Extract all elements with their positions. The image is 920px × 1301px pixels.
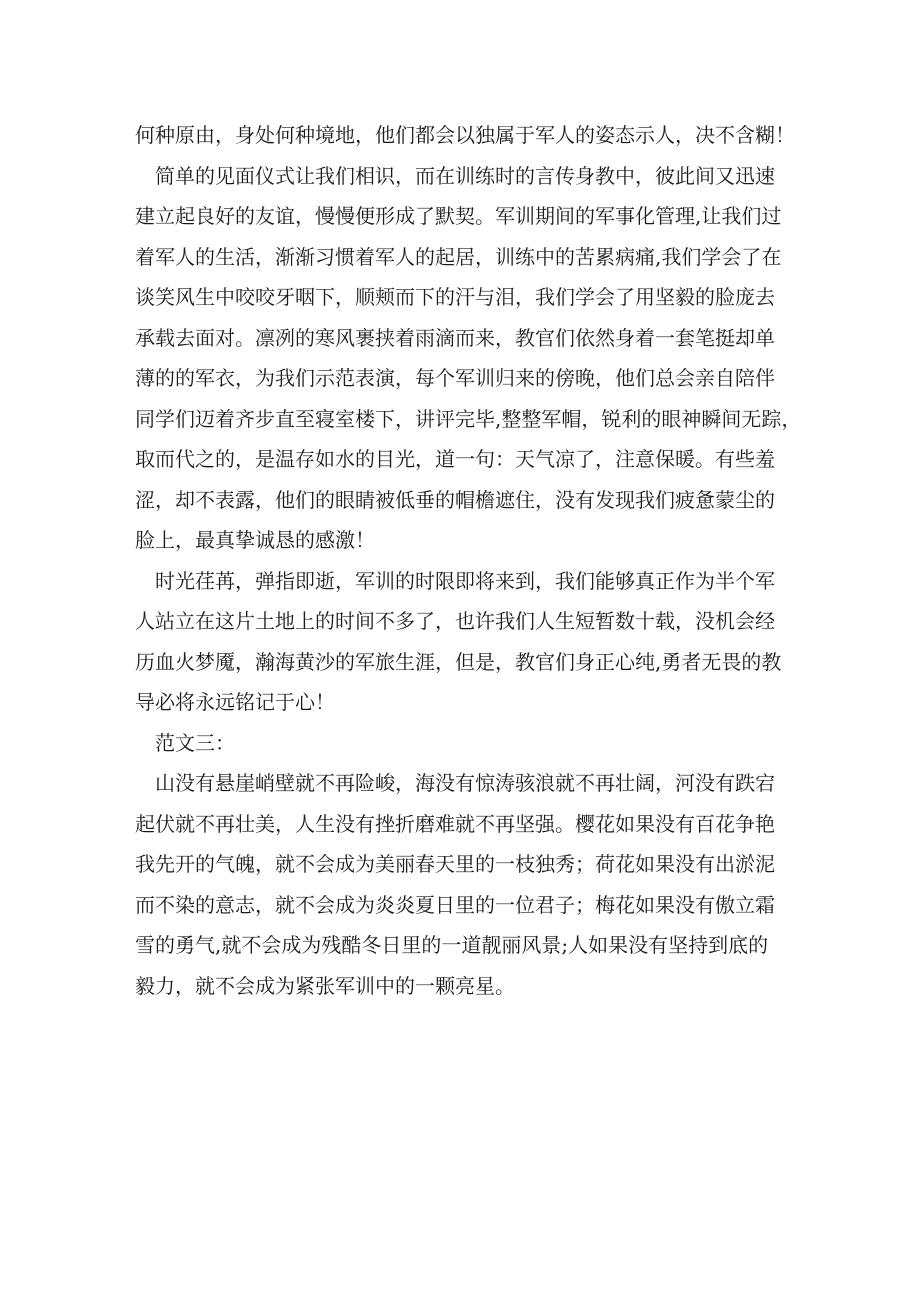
text-line: 谈笑风生中咬咬牙咽下，顺颊而下的汗与泪，我们学会了用坚毅的脸庞去 xyxy=(135,285,775,309)
text-line: 简单的见面仪式让我们相识，而在训练时的言传身教中，彼此间又迅速 xyxy=(155,163,775,188)
paragraph-2 xyxy=(135,156,802,561)
text-line: 山没有悬崖峭壁就不再险峻，海没有惊涛骇浪就不再壮阔，河没有跌宕 xyxy=(155,771,775,795)
text-line: 何种原由，身处何种境地，他们都会以独属于军人的姿态示人，决不含糊！ xyxy=(135,123,795,147)
paragraph-1 xyxy=(135,115,795,156)
text-line: 而不染的意志，就不会成为炎炎夏日里的一位君子；梅花如果没有傲立霜 xyxy=(135,892,775,917)
text-line: 承载去面对。凛冽的寒风裹挟着雨滴而来，教官们依然身着一套笔挺却单 xyxy=(135,325,775,350)
text-line: 取而代之的，是温存如水的目光，道一句：天气凉了，注意保暖。有些羞 xyxy=(135,447,775,471)
text-line: 我先开的气魄，就不会成为美丽春天里的一枝独秀；荷花如果没有出淤泥 xyxy=(135,852,775,876)
text-line: 历血火梦魇，瀚海黄沙的军旅生涯，但是，教官们身正心纯,勇者无畏的教 xyxy=(135,649,782,674)
text-line: 薄的的军衣，为我们示范表演，每个军训归来的傍晚，他们总会亲自陪伴 xyxy=(135,366,775,390)
text-line: 雪的勇气,就不会成为残酷冬日里的一道靓丽风景;人如果没有坚持到底的 xyxy=(135,933,769,957)
text-line: 导必将永远铭记于心！ xyxy=(135,690,335,714)
text-line: 起伏就不再壮美，人生没有挫折磨难就不再坚强。樱花如果没有百花争艳 xyxy=(135,811,775,836)
text-line: 人站立在这片土地上的时间不多了，也许我们人生短暂数十载，没机会经 xyxy=(135,609,775,633)
text-line: 毅力，就不会成为紧张军训中的一颗亮星。 xyxy=(135,973,515,998)
paragraph-5 xyxy=(135,763,795,1006)
paragraph-3 xyxy=(135,561,795,723)
text-line: 建立起良好的友谊，慢慢便形成了默契。军训期间的军事化管理,让我们过 xyxy=(135,204,782,228)
document-body xyxy=(135,115,802,1006)
text-line: 着军人的生活，渐渐习惯着军人的起居，训练中的苦累病痛,我们学会了在 xyxy=(135,244,782,269)
section-heading xyxy=(135,723,795,764)
text-line: 涩，却不表露，他们的眼睛被低垂的帽檐遮住，没有发现我们疲惫蒙尘的 xyxy=(135,487,775,512)
text-line: 脸上，最真挚诚恳的感激！ xyxy=(135,528,375,552)
text-line: 时光荏苒，弹指即逝，军训的时限即将来到，我们能够真正作为半个军 xyxy=(155,568,775,593)
heading-text: 范文三： xyxy=(155,730,235,755)
text-line: 同学们迈着齐步直至寝室楼下，讲评完毕,整整军帽，锐利的眼神瞬间无踪， xyxy=(135,406,802,431)
